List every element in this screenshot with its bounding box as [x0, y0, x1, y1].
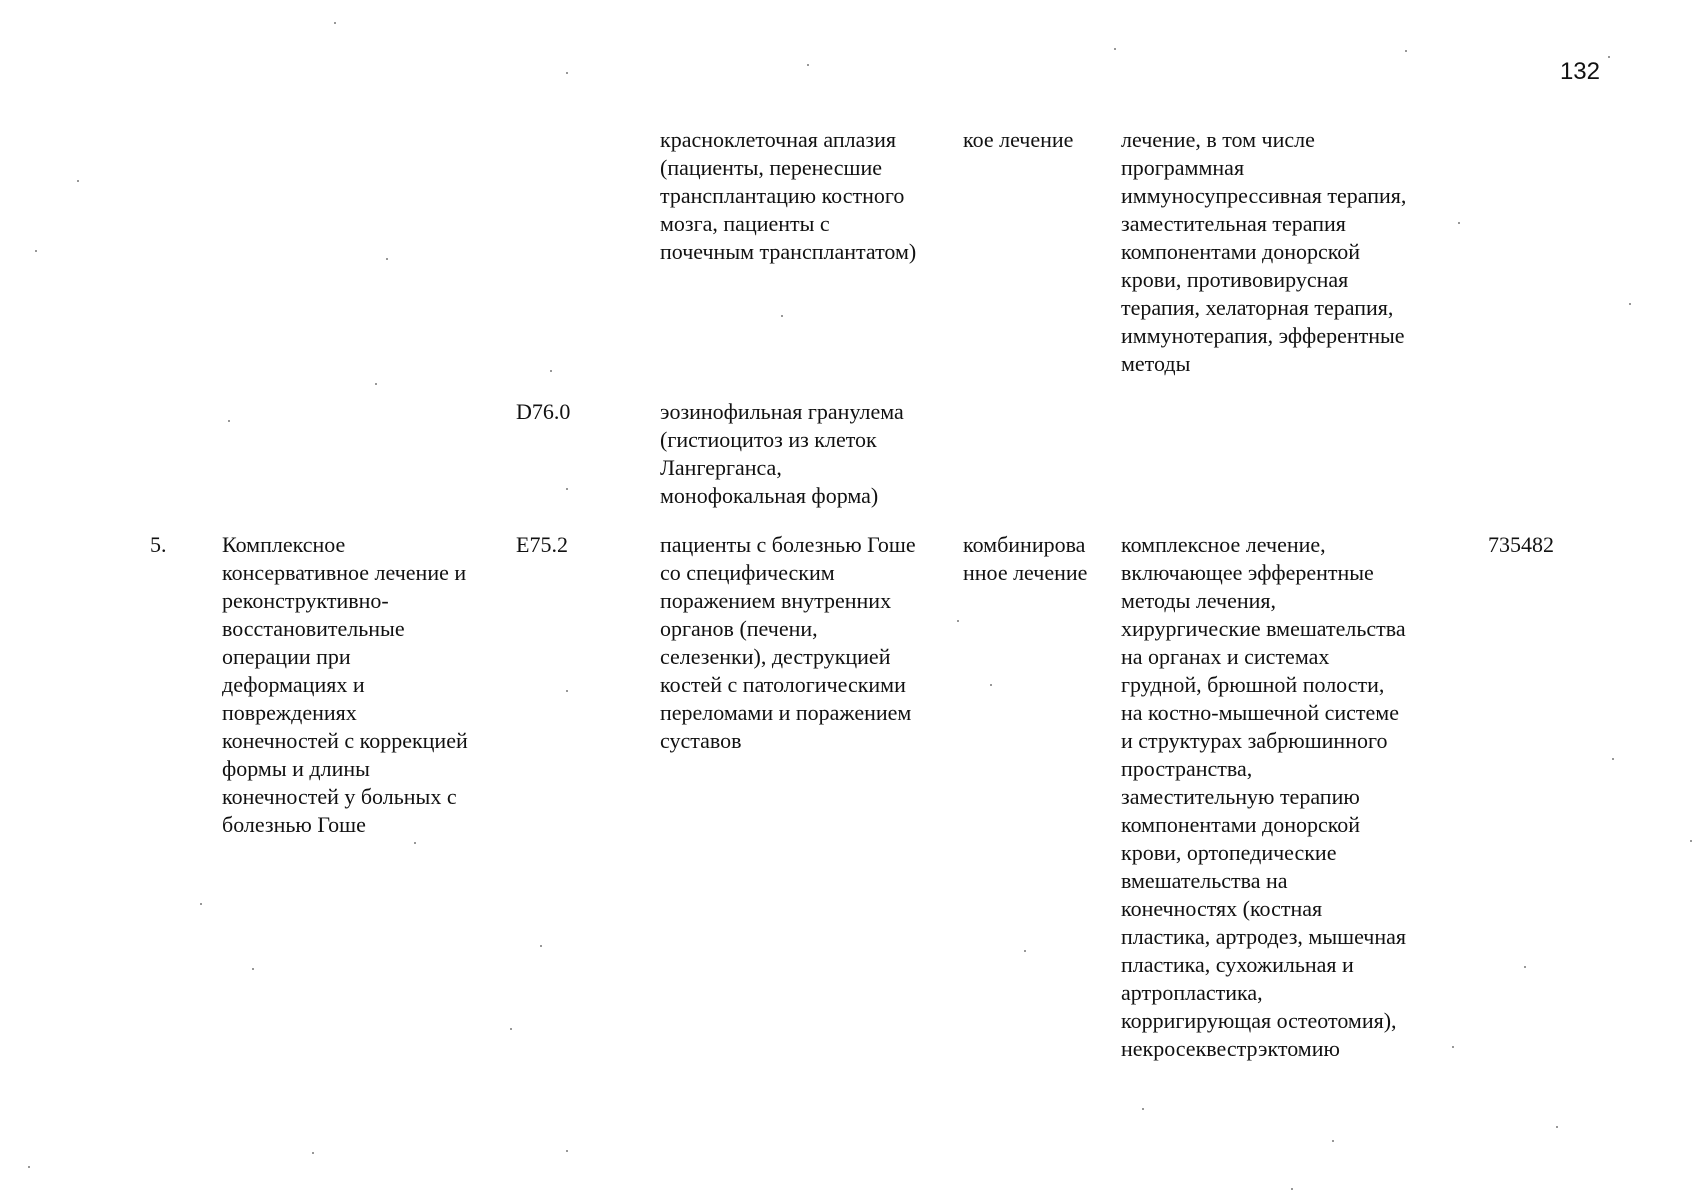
row-3-cost: 735482 — [1488, 532, 1554, 557]
row-1-treatment-type: кое лечение — [963, 127, 1074, 152]
row-3-patient-model: пациенты с болезнью Гоше со специфическим поражением внутренних органов (печени, селезенки), деструкцией костей с патологическими переломами и поражением суставов — [660, 532, 916, 753]
row-3-treatment-method: комплексное лечение, включающее эфферентные методы лечения, хирургические вмешательства на органах и системах грудной, брюшной полости, на костно-мышечной системе и структурах забрюшинного пространства, заместительную терапию компонентами донорской крови, ортопедические вмешательства на конечностях (костная пластика, артродез, мышечная пластика, сухожильная и артропластика, корригирующая остеотомия), некросеквестрэктомию — [1121, 532, 1407, 1061]
row-1-treatment-method: лечение, в том числе программная иммуносупрессивная терапия, заместительная терапия компонентами донорской крови, противовирусная терапия, хелаторная терапия, иммунотерапия, эфферентные методы — [1121, 127, 1407, 376]
row-3-icd-code: E75.2 — [516, 532, 568, 557]
row-3-number: 5. — [150, 532, 167, 557]
row-3-treatment-type: комбинирова нное лечение — [963, 532, 1088, 585]
row-2-patient-model: эозинофильная гранулема (гистиоцитоз из клеток Лангерганса, монофокальная форма) — [660, 399, 904, 508]
row-2-icd-code: D76.0 — [516, 399, 571, 424]
page-number: 132 — [1559, 58, 1600, 85]
row-1-patient-model: красноклеточная аплазия (пациенты, перенесшие трансплантацию костного мозга, пациенты с почечным трансплантатом) — [660, 127, 917, 264]
row-3-care-name: Комплексное консервативное лечение и реконструктивно- восстановительные операции при деформациях и повреждениях конечностей с коррекцией формы и длины конечностей у больных с болезнью Гоше — [222, 532, 468, 837]
